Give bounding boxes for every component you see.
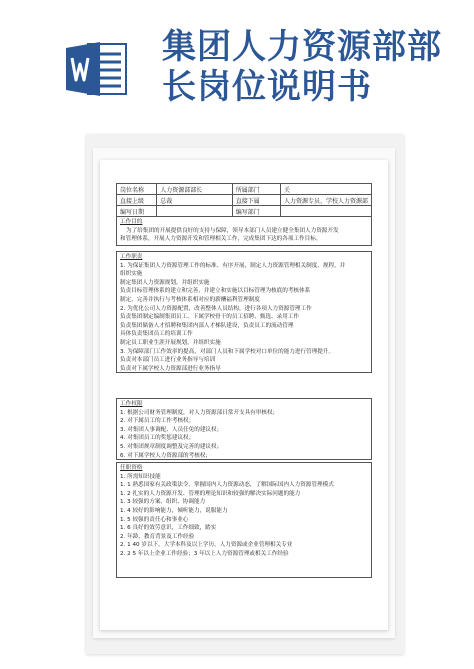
section-line: 负责集团储备人才招聘和集团内部人才梯队建设，负责员工的流动管理 [120,322,294,329]
document-title-line-2: 长岗位说明书 [162,67,372,107]
header [0,0,474,120]
section-line: 负责对本部门员工进行业务指导与培训 [120,357,216,364]
section-purpose [116,216,372,246]
section-line: 2. 对下属员工的工作考核权； [120,418,195,425]
section-authority [116,398,372,460]
table-cell: 人力资源专员、学校人力资源部 [280,195,371,206]
section-line: 2. 2 5 年以上企业工作经验；3 年以上人力资源管理或相关工作经验 [120,550,289,557]
section-line: 1. 3 较强的方案、组织、协调能力 [120,499,206,506]
section-line: 制定员工职业生涯开展规划，并组织实施 [120,339,221,346]
section-line: 负责对下属学校人力资源部进行业务指导 [120,365,221,372]
section-line: 1. 2 扎实的人力资源开发、管理的理论知识和较强的解决实际问题的能力 [120,490,301,497]
section-line: 1. 为保证集团人力资源管理工作的标准、有序开展，制定人力资源管理相关制度、规程，并 [120,262,346,269]
section-line: 负责集团制定编制集团员工、下属学校骨干的员工招聘、甄选、录用工作 [120,314,300,321]
table-cell: 编写日期 [117,206,157,217]
section-line: 具体负责集团员工的培训工作 [120,331,193,338]
table-row [117,195,372,206]
table-cell: 人力资源部部长 [157,184,232,195]
section-line: 6. 对下属学校人力资源部的考核权； [120,452,212,459]
table-cell: 关 [280,184,371,195]
section-heading: 任职资格 [120,465,143,471]
section-heading: 工作目的 [120,219,143,225]
table-cell: 直接下属 [232,195,280,206]
section-line: 组织实施 [120,271,143,278]
section-qualifications [116,462,372,578]
table-cell [280,206,371,217]
document-title-line-1: 集团人力资源部部 [162,27,442,67]
section-line: 5. 对集团规章制度调整及完善的建议权； [120,443,223,450]
table-cell: 编写部门 [232,206,280,217]
table-row [117,184,372,195]
document-title [162,27,442,107]
section-line: 1. 4 较好的影响能力，倾听能力，说服能力 [120,507,228,514]
section-line: 3. 为保障部门工作效率的提高，对部门人员和下属学校对口单位的能力进行管理提升。 [120,348,335,355]
section-line: 1. 6 良好的效劳意识，工作细致，踏实 [120,525,217,532]
section-line: 制定、完善并执行与考核体系相对应的薪酬福利管理制度 [120,296,260,303]
section-line: 3. 对集团人事调配、人员任免的建议权； [120,426,223,433]
section-line: 负责目标管理体系的建立和完善，并建立和实施以目标管理为核底的考核体系 [120,288,311,295]
section-line: 1. 5 较强的责任心和事业心 [120,516,189,523]
word-document-icon [66,40,128,98]
info-table [116,183,372,217]
section-line: 1. 1 熟悉国家有关政策法令，掌握国内人力资源动态，了解国际国内人力资源管理模式 [120,482,334,489]
section-duties [116,251,372,373]
section-line: 2. 为优化公司人力资源配置，改善整体人员结构，进行各项人力资源管理工作 [120,305,312,312]
table-cell: 直接上级 [117,195,157,206]
section-line: 1. 所需知识技能 [120,473,161,480]
section-heading: 工作职责 [120,254,143,260]
section-line: 为了给集团的开展提供良好的支持与保障，领导本部门人员建立健全集团人力资源开发 [126,227,339,234]
table-row [117,206,372,217]
table-cell: 岗位名称 [117,184,157,195]
table-cell: 总裁 [157,195,232,206]
section-line: 4. 对集团员工的奖惩建议权； [120,435,195,442]
section-line: 2. 1 40 岁以下，大学本科及以上学历，人力资源或企业管理相关专业 [120,542,293,549]
section-heading: 工作权限 [120,401,143,407]
table-cell [157,206,232,217]
section-line: 1. 根据公司财务管理制度，对人力资源部日常开支具有审核权； [120,409,279,416]
section-line: 和管理体系，开展人力资源开发和管理相关工作，完成集团下达的各项工作目标。 [120,236,322,243]
section-line: 2. 年龄、教育背景及工作经验 [120,533,195,540]
table-cell: 所属部门 [232,184,280,195]
section-line: 制定集团人力资源规划，并组织实施 [120,279,210,286]
